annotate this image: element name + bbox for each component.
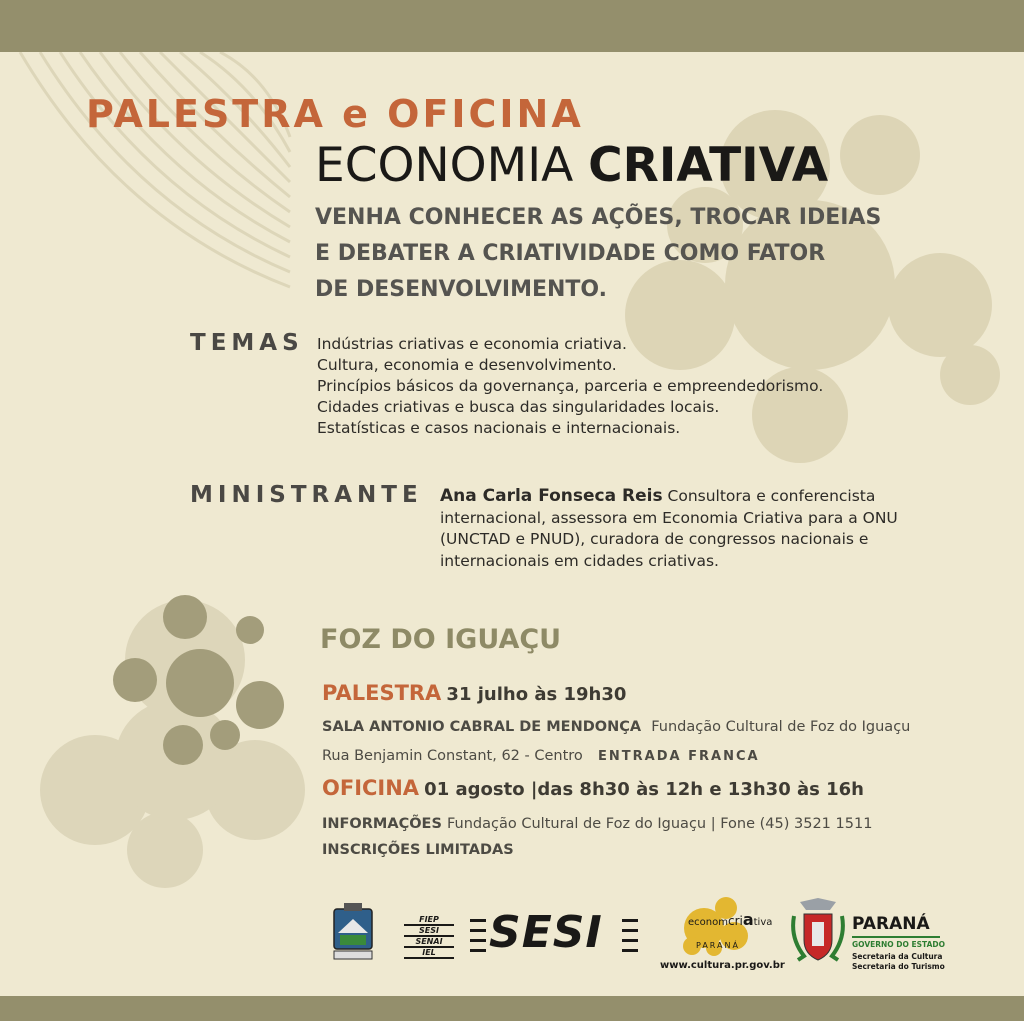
palestra-datetime: 31 julho às 19h30 [446,684,627,705]
ministrante-label: MINISTRANTE [190,482,423,508]
title-economia-criativa [315,138,828,193]
ec-text-c: a [742,910,754,929]
venue-org: Fundação Cultural de Foz do Iguaçu [651,719,911,735]
info-row [322,813,872,832]
parana-coat-of-arms-logo [790,898,846,964]
fiep-label: SENAI [415,937,443,946]
address-row [322,745,760,764]
limited-registration: INSCRIÇÕES LIMITADAS [322,842,514,858]
title-criativa: CRIATIVA [588,138,829,193]
info-label: INFORMAÇÕES [322,816,442,832]
ministrante-line: internacionais em cidades criativas. [440,551,719,570]
website-link[interactable]: www.cultura.pr.gov.br [660,960,785,971]
ministrante-bio [440,486,898,572]
title-economia: ECONOMIA [315,138,589,193]
ministrante-line: internacional, assessora em Economia Criativa para a ONU [440,508,898,527]
temas-label: TEMAS [190,330,304,356]
tema-item: Princípios básicos da governança, parceria e empreendedorismo. [317,377,824,395]
venue-row [322,716,910,735]
ec-text-d: tiva [753,917,773,928]
ministrante-line: (UNCTAD e PNUD), curadora de congressos nacionais e [440,530,869,548]
palestra-label: PALESTRA [322,681,442,705]
ec-text-b: cri [727,914,743,928]
ministrante-name: Ana Carla Fonseca Reis [440,486,663,506]
entry-free: ENTRADA FRANCA [598,749,760,764]
parana-gov: GOVERNO DO ESTADO [852,940,945,949]
decorative-arc-lines [0,52,300,292]
sesi-logo: SESI [489,907,603,958]
intro-line: E DEBATER A CRIATIVIDADE COMO FATOR [315,241,826,266]
info-text: Fundação Cultural de Foz do Iguaçu | Fone (45) 3521 1511 [447,816,873,832]
title-palestra-oficina: PALESTRA e OFICINA [86,92,584,136]
oficina-row [322,776,864,800]
parana-title: PARANÁ [852,914,930,934]
foz-coat-of-arms-logo [330,903,376,961]
decorative-blob-bottom-dark [105,595,290,770]
temas-list [317,334,823,439]
ministrante-role: Consultora e conferencista [662,487,876,505]
venue-name: SALA ANTONIO CABRAL DE MENDONÇA [322,719,642,735]
economia-criativa-logo-text [688,910,772,929]
intro-line: DE DESENVOLVIMENTO. [315,277,607,302]
address: Rua Benjamin Constant, 62 - Centro [322,748,583,764]
fiep-logo [404,914,454,958]
city-title: FOZ DO IGUAÇU [320,624,562,655]
oficina-label: OFICINA [322,776,420,800]
tema-item: Cultura, economia e desenvolvimento. [317,356,617,374]
fiep-label: SESI [419,926,439,935]
top-band [0,0,1024,52]
tema-item: Estatísticas e casos nacionais e internacionais. [317,419,681,437]
fiep-label: FIEP [419,915,439,924]
parana-sec-turismo: Secretaria do Turismo [852,962,945,971]
oficina-datetime: 01 agosto |das 8h30 às 12h e 13h30 às 16h [424,779,864,800]
parana-sec-cultura: Secretaria da Cultura [852,952,943,961]
ec-text-a: econom [688,917,728,928]
tema-item: Indústrias criativas e economia criativa. [317,335,627,353]
palestra-row [322,681,626,705]
parana-divider [852,936,940,938]
intro-line: VENHA CONHECER AS AÇÕES, TROCAR IDEIAS [315,205,882,230]
fiep-label: IEL [422,948,436,957]
tema-item: Cidades criativas e busca das singularidades locais. [317,398,720,416]
ec-parana: PARANÁ [696,941,740,950]
intro-text [315,200,915,308]
bottom-band [0,996,1024,1021]
